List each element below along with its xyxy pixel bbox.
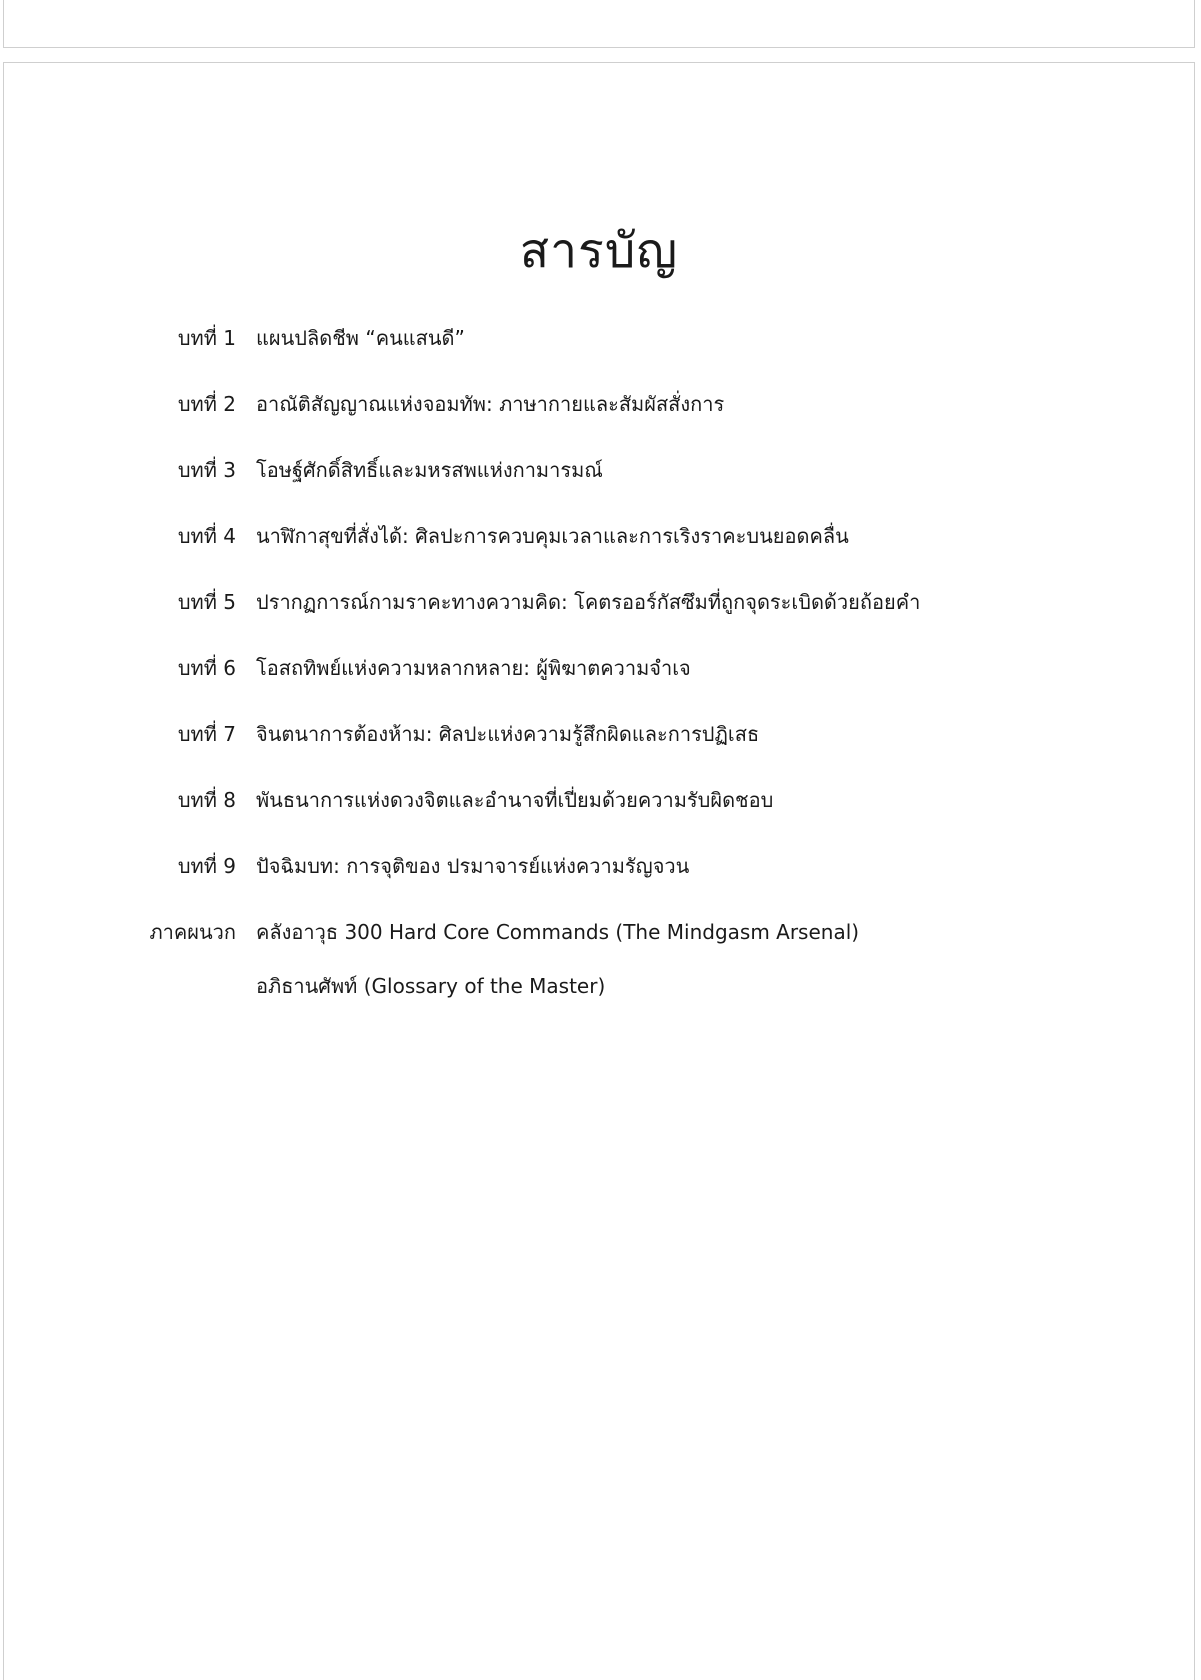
toc-text: แผนปลิดชีพ “คนแสนดี”	[256, 326, 465, 350]
toc-entry-chapter-4[interactable]	[4, 523, 1194, 589]
toc-text: ปรากฏการณ์กามราคะทางความคิด: โคตรออร์กัสซึมที่ถูกจุดระเบิดด้วยถ้อยคำ	[256, 590, 921, 614]
page-title: สารบัญ	[519, 223, 679, 279]
toc-entry-chapter-2[interactable]	[4, 391, 1194, 457]
toc-text: โอษฐ์ศักดิ์สิทธิ์และมหรสพแห่งกามารมณ์	[256, 458, 603, 482]
toc-text: อาณัติสัญญาณแห่งจอมทัพ: ภาษากายและสัมผัสสั่งการ	[256, 392, 725, 416]
toc-entry-chapter-5[interactable]	[4, 589, 1194, 655]
toc-label: บทที่ 7	[177, 722, 236, 746]
toc-label: บทที่ 1	[177, 326, 236, 350]
toc-entry-chapter-3[interactable]	[4, 457, 1194, 523]
toc-label: บทที่ 9	[177, 854, 236, 878]
toc-label: บทที่ 2	[177, 392, 236, 416]
toc-text: พันธนาการแห่งดวงจิตและอำนาจที่เปี่ยมด้วยความรับผิดชอบ	[256, 788, 774, 812]
toc-label: บทที่ 8	[177, 788, 236, 812]
toc-text: โอสถทิพย์แห่งความหลากหลาย: ผู้พิฆาตความจำเจ	[256, 656, 691, 680]
toc-entry-appendix-glossary[interactable]	[4, 973, 1194, 1027]
toc-text: นาฬิกาสุขที่สั่งได้: ศิลปะการควบคุมเวลาและการเริงราคะบนยอดคลื่น	[256, 524, 849, 548]
toc-label: บทที่ 3	[177, 458, 236, 482]
table-of-contents	[4, 325, 1194, 1027]
toc-label: บทที่ 6	[177, 656, 236, 680]
toc-text: คลังอาวุธ 300 Hard Core Commands (The Mindgasm Arsenal)	[256, 920, 860, 944]
toc-entry-chapter-9[interactable]	[4, 853, 1194, 919]
toc-entry-chapter-6[interactable]	[4, 655, 1194, 721]
toc-entry-chapter-7[interactable]	[4, 721, 1194, 787]
current-page	[3, 62, 1195, 1680]
toc-label-appendix: ภาคผนวก	[149, 920, 236, 944]
toc-label: บทที่ 4	[177, 524, 236, 548]
toc-entry-chapter-8[interactable]	[4, 787, 1194, 853]
toc-text: จินตนาการต้องห้าม: ศิลปะแห่งความรู้สึกผิดและการปฏิเสธ	[256, 722, 760, 746]
toc-text: ปัจฉิมบท: การจุติของ ปรมาจารย์แห่งความรัญจวน	[256, 854, 690, 878]
toc-entry-appendix-arsenal[interactable]	[4, 919, 1194, 973]
previous-page	[3, 0, 1195, 48]
toc-text: อภิธานศัพท์ (Glossary of the Master)	[256, 974, 606, 998]
toc-label: บทที่ 5	[177, 590, 236, 614]
toc-entry-chapter-1[interactable]	[4, 325, 1194, 391]
